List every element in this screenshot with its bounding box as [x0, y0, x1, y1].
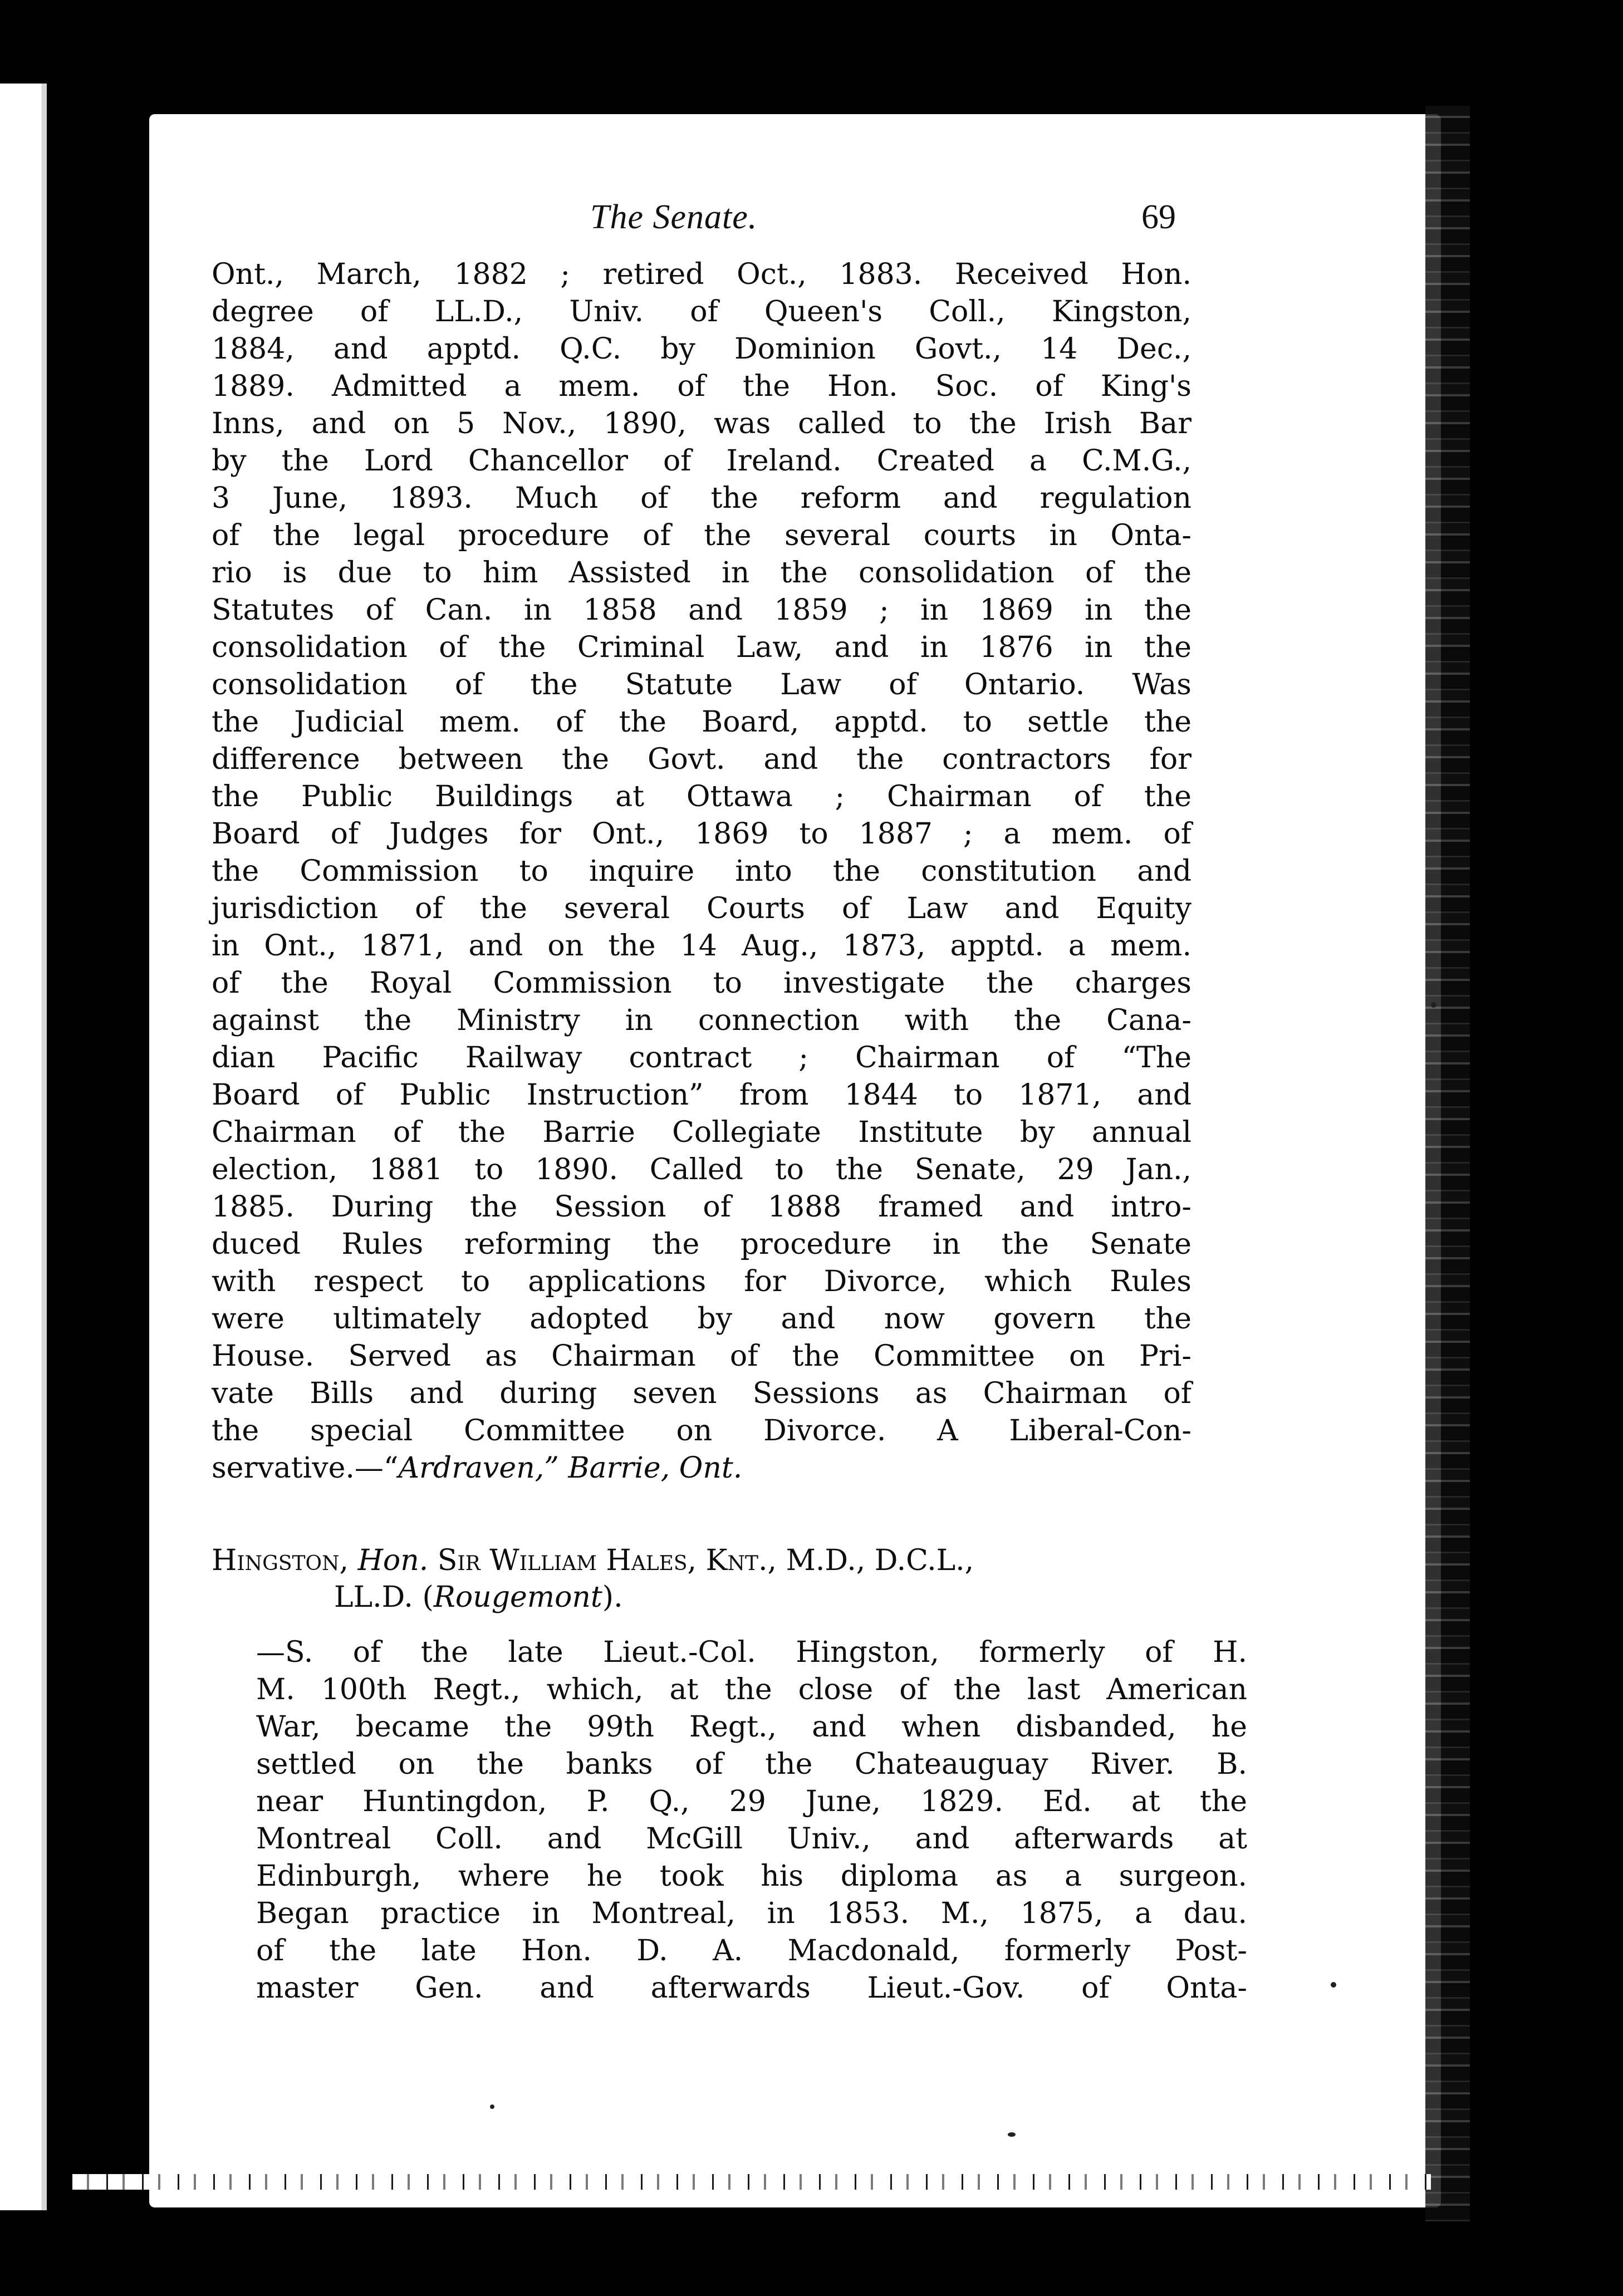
text-line: House. Served as Chairman of the Committee on Pri-	[212, 1340, 1191, 1373]
text-line: —S. of the late Lieut.-Col. Hingston, formerly of H.	[256, 1636, 1247, 1669]
text-line: War, became the 99th Regt., and when disbanded, he	[256, 1710, 1247, 1744]
text-line: Began practice in Montreal, in 1853. M., 1875, a dau.	[256, 1897, 1247, 1930]
text-lead: servative.—“	[212, 1451, 399, 1485]
text-line: the Public Buildings at Ottawa ; Chairman of the	[212, 780, 1191, 813]
scan-speck	[1331, 1982, 1336, 1988]
text-line: consolidation of the Criminal Law, and in 1876 in the	[212, 631, 1191, 664]
text-line: 1884, and apptd. Q.C. by Dominion Govt., 14 Dec.,	[212, 332, 1191, 366]
entry-name: Sir William Hales, Knt.,	[437, 1544, 777, 1577]
entry-heading-line	[212, 1542, 1214, 1579]
entry-surname: Hingston,	[212, 1544, 349, 1577]
text-line: jurisdiction of the several Courts of Law and Equity	[212, 892, 1191, 925]
text-line: settled on the banks of the Chateauguay River. B.	[256, 1748, 1247, 1781]
text-line: the special Committee on Divorce. A Liberal-Con-	[212, 1414, 1191, 1448]
text-line: degree of LL.D., Univ. of Queen's Coll., Kingston,	[212, 295, 1191, 328]
page-binding-edge	[1425, 106, 1470, 2221]
text-line: in Ont., 1871, and on the 14 Aug., 1873, apptd. a mem.	[212, 929, 1191, 963]
entry-degree-ll-d: LL.D. (	[334, 1581, 434, 1614]
paragraph-continued	[212, 256, 1191, 1487]
text-line: 1885. During the Session of 1888 framed and intro-	[212, 1190, 1191, 1224]
text-line: election, 1881 to 1890. Called to the Senate, 29 Jan.,	[212, 1153, 1191, 1186]
text-line: Inns, and on 5 Nov., 1890, was called to the Irish Bar	[212, 407, 1191, 440]
text-line: of the Royal Commission to investigate the charges	[212, 967, 1191, 1000]
text-line: Ont., March, 1882 ; retired Oct., 1883. Received Hon.	[212, 258, 1191, 291]
text-line: 1889. Admitted a mem. of the Hon. Soc. of King's	[212, 370, 1191, 403]
text-line: Board of Judges for Ont., 1869 to 1887 ; a mem. of	[212, 817, 1191, 851]
entry-honorific: Hon.	[357, 1544, 429, 1577]
text-line: by the Lord Chancellor of Ireland. Created a C.M.G.,	[212, 444, 1191, 478]
text-line: rio is due to him Assisted in the consolidation of the	[212, 556, 1191, 590]
running-head: The Senate.	[590, 198, 758, 236]
text-line: of the legal procedure of the several courts in Onta-	[212, 519, 1191, 552]
text-line: near Huntingdon, P. Q., 29 June, 1829. Ed. at the	[256, 1785, 1247, 1818]
residence-italic: Ardraven,” Barrie, Ont.	[398, 1451, 743, 1485]
text-line: master Gen. and afterwards Lieut.-Gov. of Onta-	[256, 1971, 1247, 2005]
page-number: 69	[1141, 198, 1176, 236]
text-line: Board of Public Instruction” from 1844 to 1871, and	[212, 1078, 1191, 1112]
entry-degrees: M.D., D.C.L.,	[786, 1544, 974, 1577]
text-line: vate Bills and during seven Sessions as Chairman of	[212, 1377, 1191, 1410]
text-line: Montreal Coll. and McGill Univ., and afterwards at	[256, 1822, 1247, 1856]
text-line: difference between the Govt. and the contractors for	[212, 743, 1191, 776]
text-line: M. 100th Regt., which, at the close of the last American	[256, 1673, 1247, 1706]
text-line: Chairman of the Barrie Collegiate Institute by annual	[212, 1116, 1191, 1149]
text-line: Statutes of Can. in 1858 and 1859 ; in 1869 in the	[212, 593, 1191, 627]
entry-residence: Rougemont	[433, 1581, 602, 1614]
text-line: were ultimately adopted by and now govern the	[212, 1302, 1191, 1336]
biography-entry-heading	[212, 1542, 1214, 1616]
scan-speck	[1008, 2132, 1016, 2137]
biography-paragraph	[256, 1634, 1247, 2007]
page-bottom-edge	[72, 2174, 1431, 2190]
scan-speck	[1431, 1002, 1436, 1008]
text-line: dian Pacific Railway contract ; Chairman of “The	[212, 1041, 1191, 1075]
text-line: 3 June, 1893. Much of the reform and regulation	[212, 482, 1191, 515]
text-line: the Judicial mem. of the Board, apptd. to settle the	[212, 705, 1191, 739]
adjacent-page-edge	[0, 84, 67, 2210]
text-line: of the late Hon. D. A. Macdonald, formerly Post-	[256, 1934, 1247, 1968]
text-line-final	[212, 1450, 1191, 1487]
text-line: consolidation of the Statute Law of Ontario. Was	[212, 668, 1191, 701]
text-line: the Commission to inquire into the constitution and	[212, 855, 1191, 888]
text-line: duced Rules reforming the procedure in the Senate	[212, 1228, 1191, 1261]
text-line: against the Ministry in connection with the Cana-	[212, 1004, 1191, 1037]
entry-heading-line-2	[212, 1579, 1214, 1616]
text-line: Edinburgh, where he took his diploma as a surgeon.	[256, 1860, 1247, 1893]
text-line: with respect to applications for Divorce, which Rules	[212, 1265, 1191, 1298]
entry-closing: ).	[602, 1581, 623, 1614]
scan-speck	[490, 2104, 494, 2109]
